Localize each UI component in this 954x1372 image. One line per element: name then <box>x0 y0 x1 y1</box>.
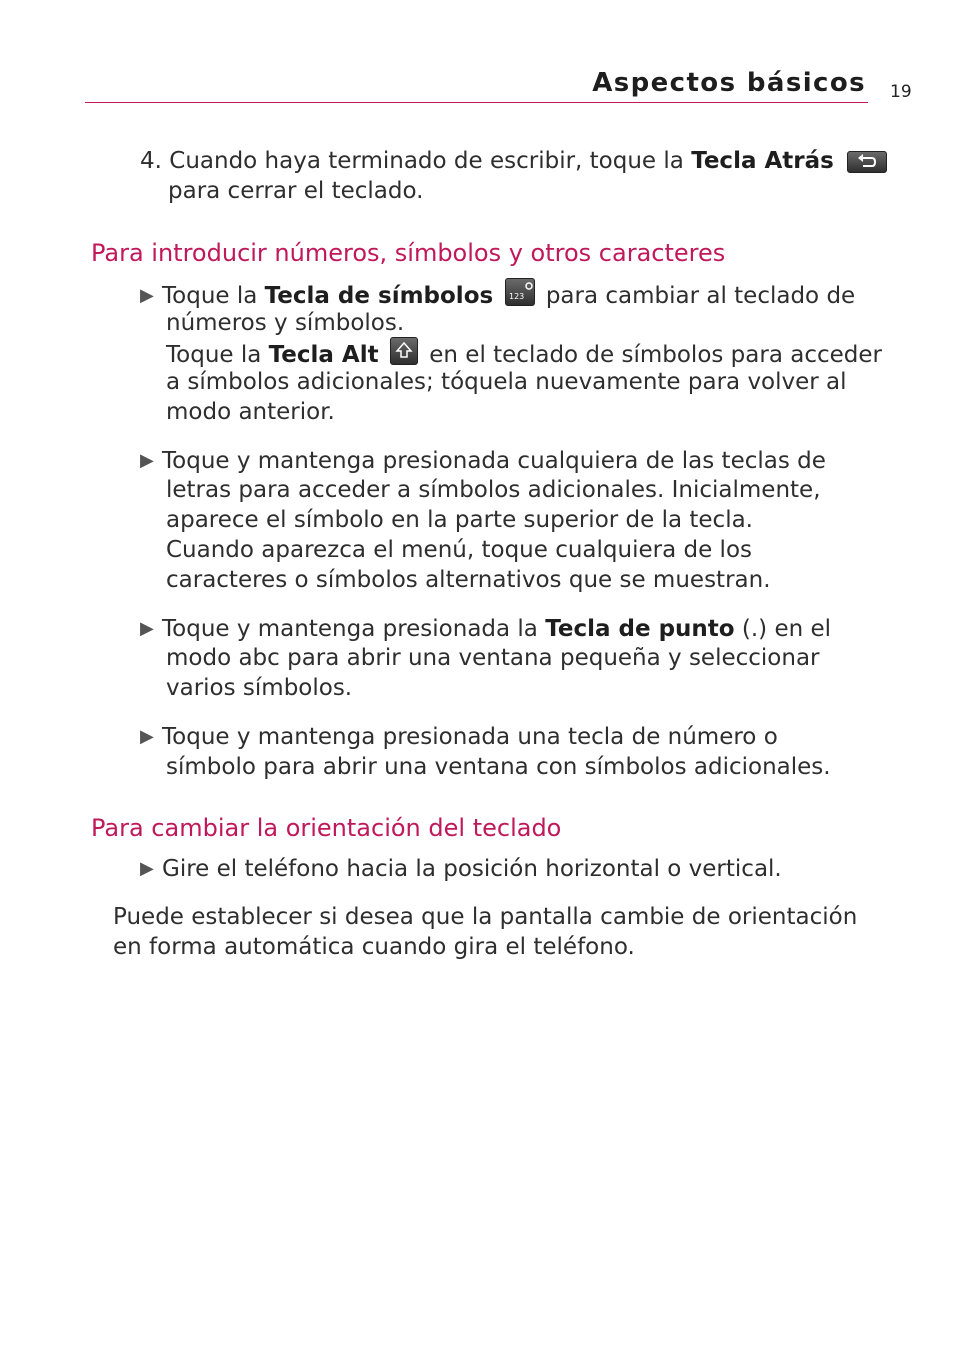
key-name: Tecla de punto <box>545 616 735 642</box>
bullet-2-line-5: caracteres o símbolos alternativos que se muestran. <box>166 567 771 593</box>
bullet-4-line-2: símbolo para abrir una ventana con símbolos adicionales. <box>166 754 831 780</box>
bullet-text: Toque y mantenga presionada una tecla de número o <box>162 724 778 750</box>
bullet-3-line-1 <box>140 614 831 644</box>
step-4-line-2: para cerrar el teclado. <box>168 178 424 204</box>
section-heading-symbols: Para introducir números, símbolos y otros caracteres <box>91 239 726 267</box>
bullet-4-line-1 <box>140 722 778 752</box>
bullet-2-line-3: aparece el símbolo en la parte superior de la tecla. <box>166 507 753 533</box>
key-name: Tecla de símbolos <box>264 283 494 309</box>
bullet-text: Toque la <box>162 283 258 309</box>
bullet-text: Toque y mantenga presionada cualquiera de las teclas de <box>162 448 826 474</box>
orientation-paragraph-line-2: en forma automática cuando gira el teléfono. <box>113 934 635 960</box>
bullet-1-line-2: números y símbolos. <box>166 310 405 336</box>
step-4-line-1 <box>140 146 887 176</box>
symbols-key-icon <box>505 278 535 306</box>
page-title: Aspectos básicos <box>592 68 866 98</box>
page-number: 19 <box>890 82 912 102</box>
bullet-1-line-4: a símbolos adicionales; tóquela nuevamente para volver al <box>166 369 847 395</box>
bullet-text: en el teclado de símbolos para acceder <box>429 342 882 368</box>
bullet-text: Toque la <box>166 342 262 368</box>
shift-arrow-icon <box>390 337 418 365</box>
step-text: Cuando haya terminado de escribir, toque la <box>169 148 684 174</box>
bullet-2-line-1 <box>140 446 826 476</box>
bullet-arrow-icon: ▶ <box>140 858 154 879</box>
key-name: Tecla Atrás <box>691 148 834 174</box>
orientation-bullet <box>140 854 782 884</box>
bullet-arrow-icon: ▶ <box>140 285 154 306</box>
bullet-text: Gire el teléfono hacia la posición horizontal o vertical. <box>162 856 782 882</box>
header-divider <box>85 102 868 103</box>
bullet-text: (.) en el <box>741 616 832 642</box>
svg-text:123: 123 <box>508 292 524 301</box>
bullet-3-line-3: varios símbolos. <box>166 675 353 701</box>
bullet-text: Toque y mantenga presionada la <box>162 616 538 642</box>
key-name: Tecla Alt <box>268 342 379 368</box>
bullet-arrow-icon: ▶ <box>140 450 154 471</box>
bullet-3-line-2: modo abc para abrir una ventana pequeña y seleccionar <box>166 645 820 671</box>
back-arrow-icon <box>847 151 887 173</box>
bullet-2-line-4: Cuando aparezca el menú, toque cualquiera de los <box>166 537 753 563</box>
bullet-arrow-icon: ▶ <box>140 726 154 747</box>
section-heading-orientation: Para cambiar la orientación del teclado <box>91 814 562 842</box>
bullet-1-line-3 <box>166 337 882 370</box>
bullet-text: para cambiar al teclado de <box>545 283 856 309</box>
bullet-2-line-2: letras para acceder a símbolos adicionales. Inicialmente, <box>166 477 821 503</box>
step-number: 4. <box>140 148 162 174</box>
bullet-1-line-5: modo anterior. <box>166 399 335 425</box>
bullet-1-line-1 <box>140 278 855 311</box>
bullet-arrow-icon: ▶ <box>140 618 154 639</box>
orientation-paragraph-line-1: Puede establecer si desea que la pantalla cambie de orientación <box>113 904 858 930</box>
